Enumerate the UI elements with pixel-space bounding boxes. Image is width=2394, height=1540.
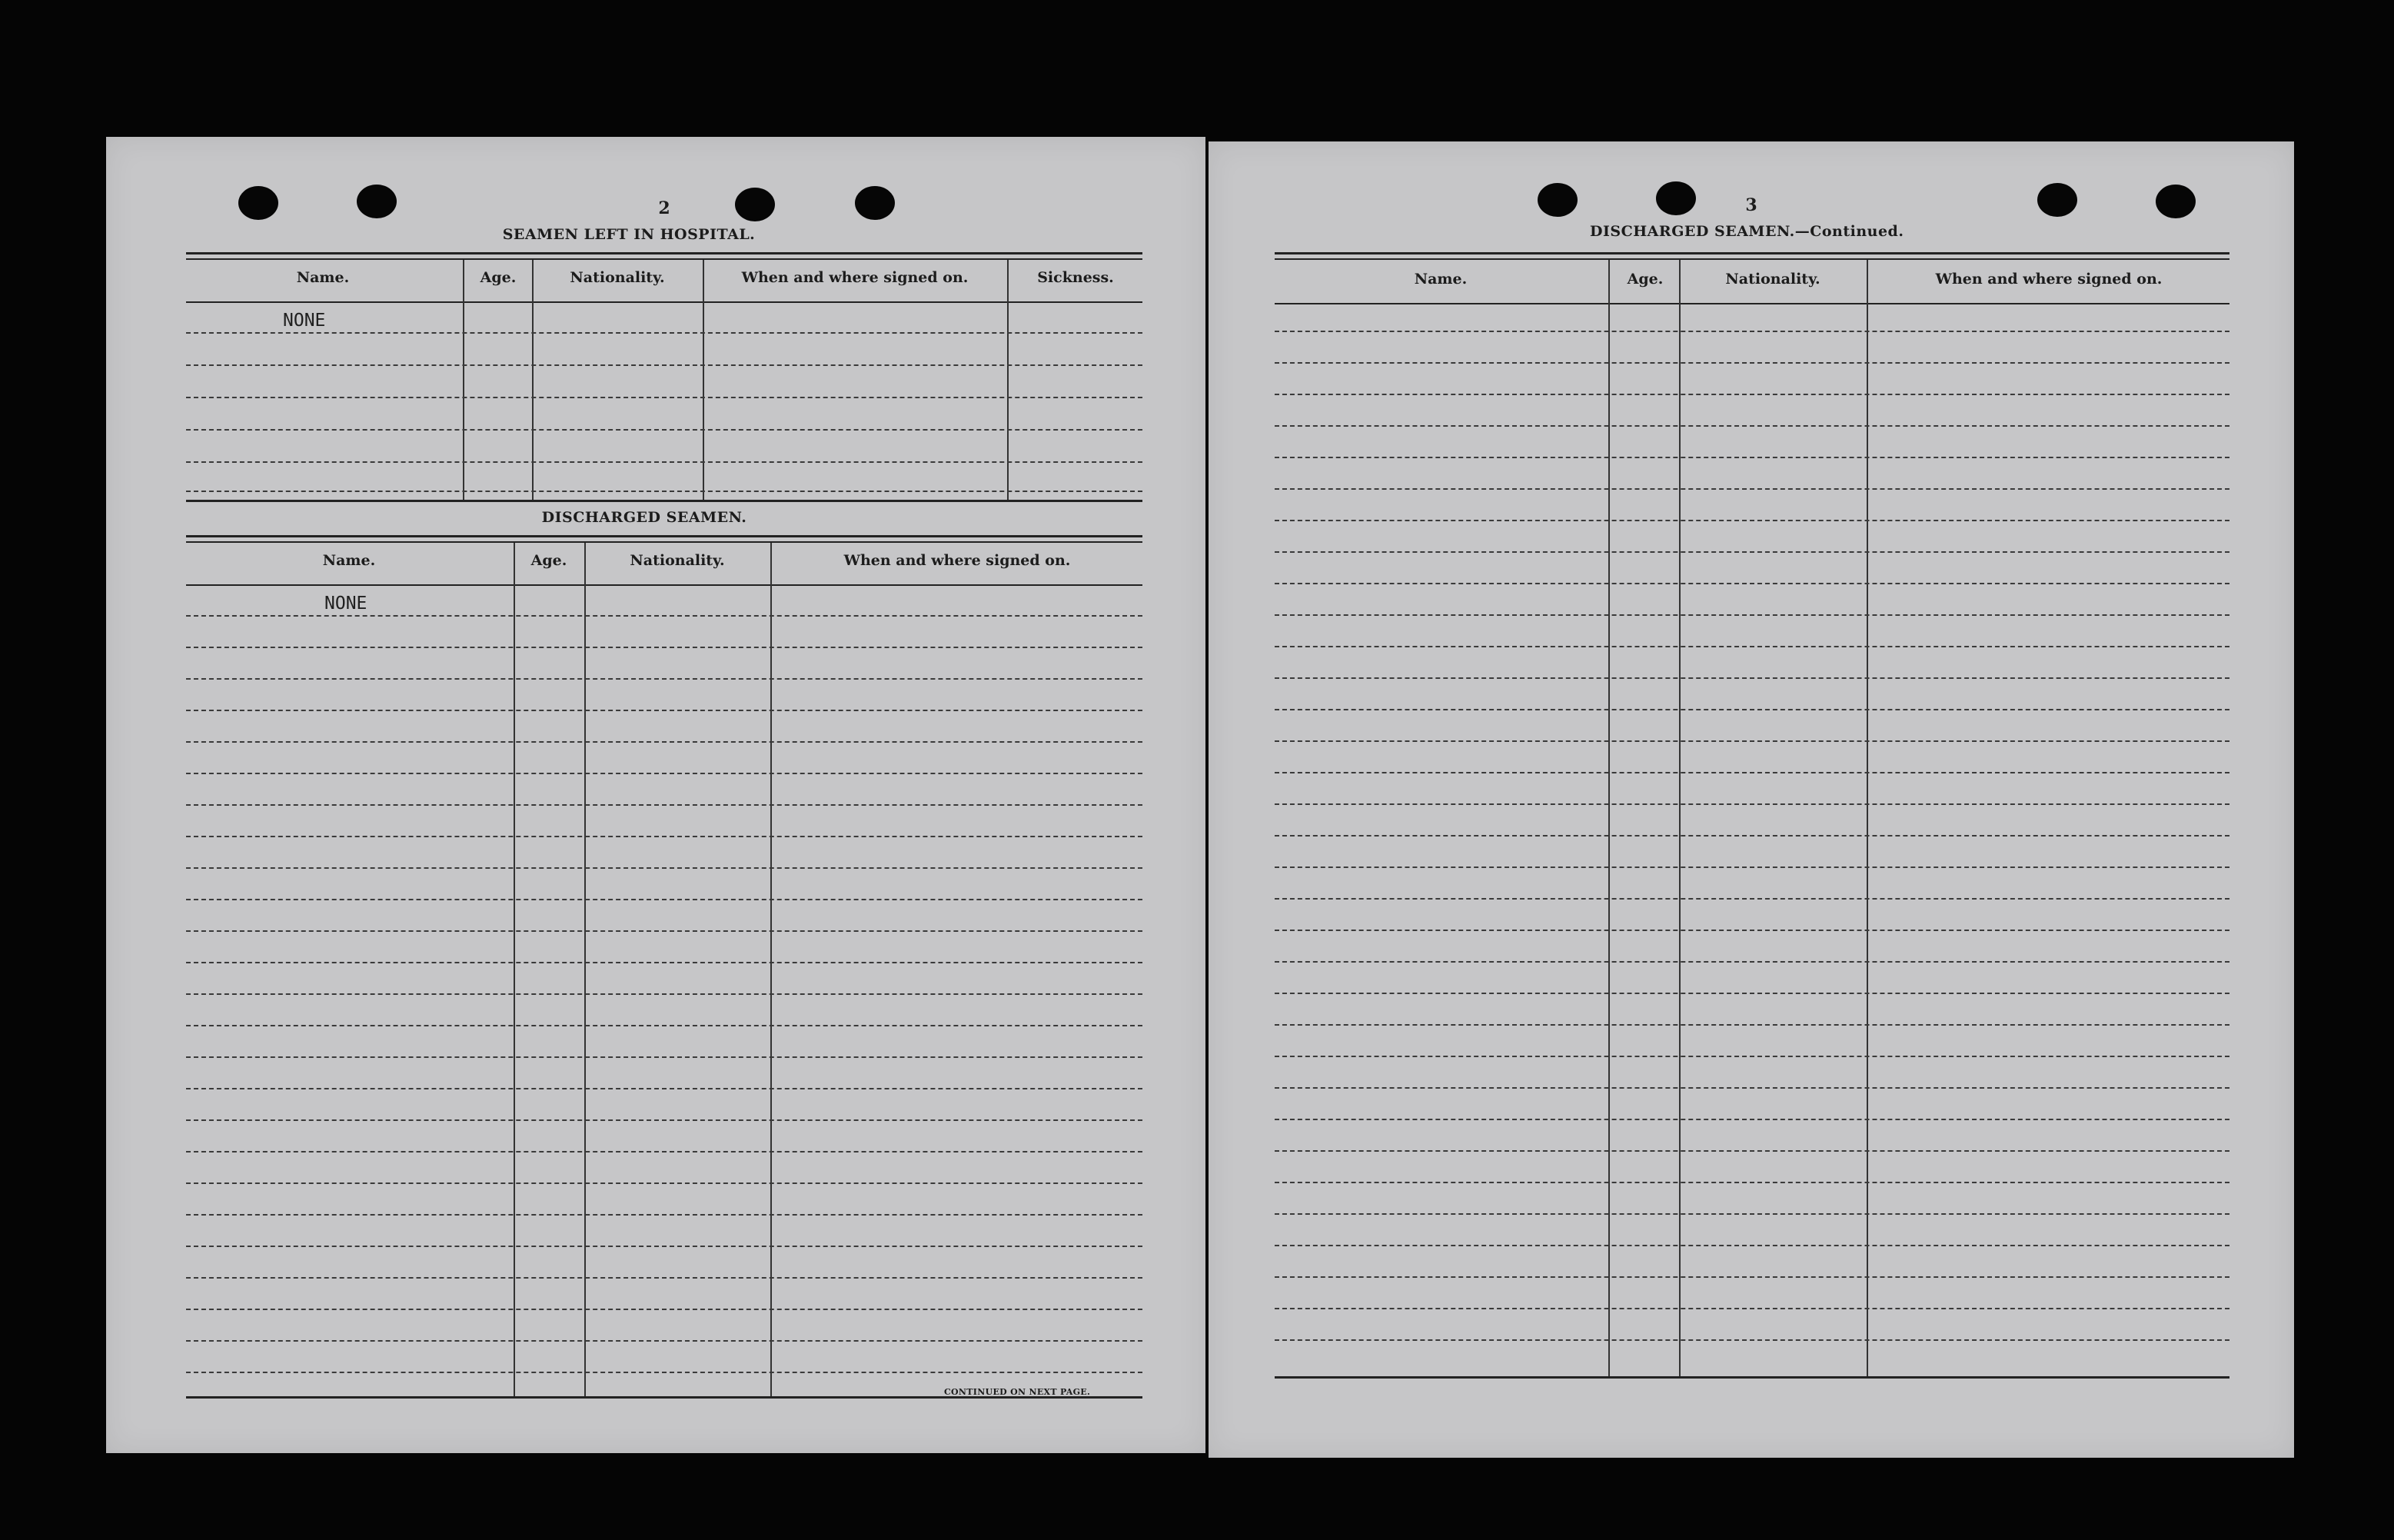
column-divider xyxy=(770,543,772,1396)
dashed-row-line xyxy=(1275,993,2229,994)
dashed-row-line xyxy=(186,491,1142,492)
dashed-row-line xyxy=(1275,1308,2229,1309)
column-divider xyxy=(463,260,464,500)
dashed-row-line xyxy=(186,1151,1142,1153)
hospital-entry: NONE xyxy=(283,311,326,331)
rule xyxy=(1275,258,2229,260)
discharged-section-title: DISCHARGED SEAMEN. xyxy=(541,509,747,526)
column-divider xyxy=(532,260,534,500)
dashed-row-line xyxy=(186,615,1142,617)
rule xyxy=(1275,252,2229,254)
dashed-row-line xyxy=(1275,866,2229,868)
right-section-title: DISCHARGED SEAMEN.—Continued. xyxy=(1590,223,1904,240)
rule xyxy=(186,535,1142,537)
dashed-row-line xyxy=(186,1025,1142,1026)
dashed-row-line xyxy=(1275,772,2229,773)
dashed-row-line xyxy=(186,1214,1142,1216)
col-header-nationality: Nationality. xyxy=(570,269,665,286)
column-divider xyxy=(703,260,704,500)
dashed-row-line xyxy=(1275,961,2229,963)
dashed-row-line xyxy=(186,1182,1142,1184)
column-divider xyxy=(1007,260,1009,500)
dashed-row-line xyxy=(1275,740,2229,742)
hospital-section-title: SEAMEN LEFT IN HOSPITAL. xyxy=(502,226,756,243)
col-header-nationality: Nationality. xyxy=(630,552,725,569)
dashed-row-line xyxy=(186,1340,1142,1342)
dashed-row-line xyxy=(1275,677,2229,679)
col-header-when-where: When and where signed on. xyxy=(843,552,1071,569)
dashed-row-line xyxy=(1275,1150,2229,1152)
dashed-row-line xyxy=(186,1056,1142,1058)
dashed-row-line xyxy=(1275,1339,2229,1341)
punch-hole xyxy=(1538,183,1578,217)
col-header-name: Name. xyxy=(322,552,376,569)
dashed-row-line xyxy=(186,1372,1142,1373)
dashed-row-line xyxy=(1275,898,2229,900)
dashed-row-line xyxy=(186,773,1142,774)
col-header-age: Age. xyxy=(480,269,517,286)
column-divider xyxy=(1867,260,1868,1376)
dashed-row-line xyxy=(186,993,1142,995)
dashed-row-line xyxy=(186,332,1142,334)
dashed-row-line xyxy=(1275,1119,2229,1120)
dashed-row-line xyxy=(1275,1276,2229,1278)
dashed-row-line xyxy=(1275,1056,2229,1057)
dashed-row-line xyxy=(186,461,1142,463)
dashed-row-line xyxy=(1275,646,2229,647)
left-page xyxy=(106,137,1205,1453)
dashed-row-line xyxy=(1275,1182,2229,1183)
punch-hole xyxy=(735,188,775,221)
rule xyxy=(186,252,1142,254)
dashed-row-line xyxy=(186,899,1142,900)
col-header-name: Name. xyxy=(296,269,350,286)
dashed-row-line xyxy=(1275,457,2229,458)
col-header-when-where: When and where signed on. xyxy=(741,269,969,286)
punch-hole xyxy=(855,186,895,220)
rule xyxy=(186,584,1142,586)
dashed-row-line xyxy=(1275,394,2229,395)
punch-hole xyxy=(357,185,397,218)
dashed-row-line xyxy=(186,741,1142,743)
dashed-row-line xyxy=(1275,835,2229,837)
rule xyxy=(1275,303,2229,304)
col-header-name: Name. xyxy=(1414,271,1468,288)
col-header-nationality: Nationality. xyxy=(1725,271,1820,288)
dashed-row-line xyxy=(186,678,1142,680)
dashed-row-line xyxy=(1275,425,2229,427)
dashed-row-line xyxy=(186,1277,1142,1279)
footer-note: CONTINUED ON NEXT PAGE. xyxy=(944,1387,1091,1397)
dashed-row-line xyxy=(1275,551,2229,553)
punch-hole xyxy=(238,186,278,220)
dashed-row-line xyxy=(1275,803,2229,805)
punch-hole xyxy=(1656,181,1696,215)
column-divider xyxy=(584,543,586,1396)
rule xyxy=(186,258,1142,260)
page-number: 2 xyxy=(658,198,670,218)
column-divider xyxy=(514,543,515,1396)
dashed-row-line xyxy=(1275,583,2229,584)
dashed-row-line xyxy=(186,962,1142,963)
dashed-row-line xyxy=(186,1119,1142,1121)
dashed-row-line xyxy=(186,710,1142,711)
column-divider xyxy=(1679,260,1681,1376)
dashed-row-line xyxy=(186,1309,1142,1310)
dashed-row-line xyxy=(186,1088,1142,1089)
rule xyxy=(1275,1376,2229,1379)
dashed-row-line xyxy=(186,397,1142,398)
dashed-row-line xyxy=(1275,709,2229,710)
discharged-entry: NONE xyxy=(324,594,367,614)
dashed-row-line xyxy=(1275,1213,2229,1215)
col-header-age: Age. xyxy=(530,552,567,569)
dashed-row-line xyxy=(1275,1245,2229,1246)
punch-hole xyxy=(2156,185,2196,218)
dashed-row-line xyxy=(186,1246,1142,1247)
col-header-when-where: When and where signed on. xyxy=(1935,271,2163,288)
page-number: 3 xyxy=(1745,195,1757,215)
dashed-row-line xyxy=(1275,520,2229,521)
right-page xyxy=(1209,141,2294,1458)
punch-hole xyxy=(2037,183,2077,217)
col-header-age: Age. xyxy=(1627,271,1664,288)
dashed-row-line xyxy=(186,804,1142,806)
dashed-row-line xyxy=(1275,1024,2229,1026)
dashed-row-line xyxy=(186,930,1142,932)
rule xyxy=(186,301,1142,303)
rule xyxy=(186,541,1142,543)
dashed-row-line xyxy=(186,364,1142,366)
dashed-row-line xyxy=(1275,930,2229,931)
dashed-row-line xyxy=(186,836,1142,837)
dashed-row-line xyxy=(1275,362,2229,364)
column-divider xyxy=(1608,260,1610,1376)
dashed-row-line xyxy=(186,867,1142,869)
rule xyxy=(186,500,1142,502)
dashed-row-line xyxy=(186,647,1142,648)
dashed-row-line xyxy=(1275,614,2229,616)
dashed-row-line xyxy=(1275,331,2229,332)
dashed-row-line xyxy=(1275,488,2229,490)
dashed-row-line xyxy=(1275,1087,2229,1089)
col-header-sickness: Sickness. xyxy=(1037,269,1114,286)
dashed-row-line xyxy=(186,429,1142,431)
